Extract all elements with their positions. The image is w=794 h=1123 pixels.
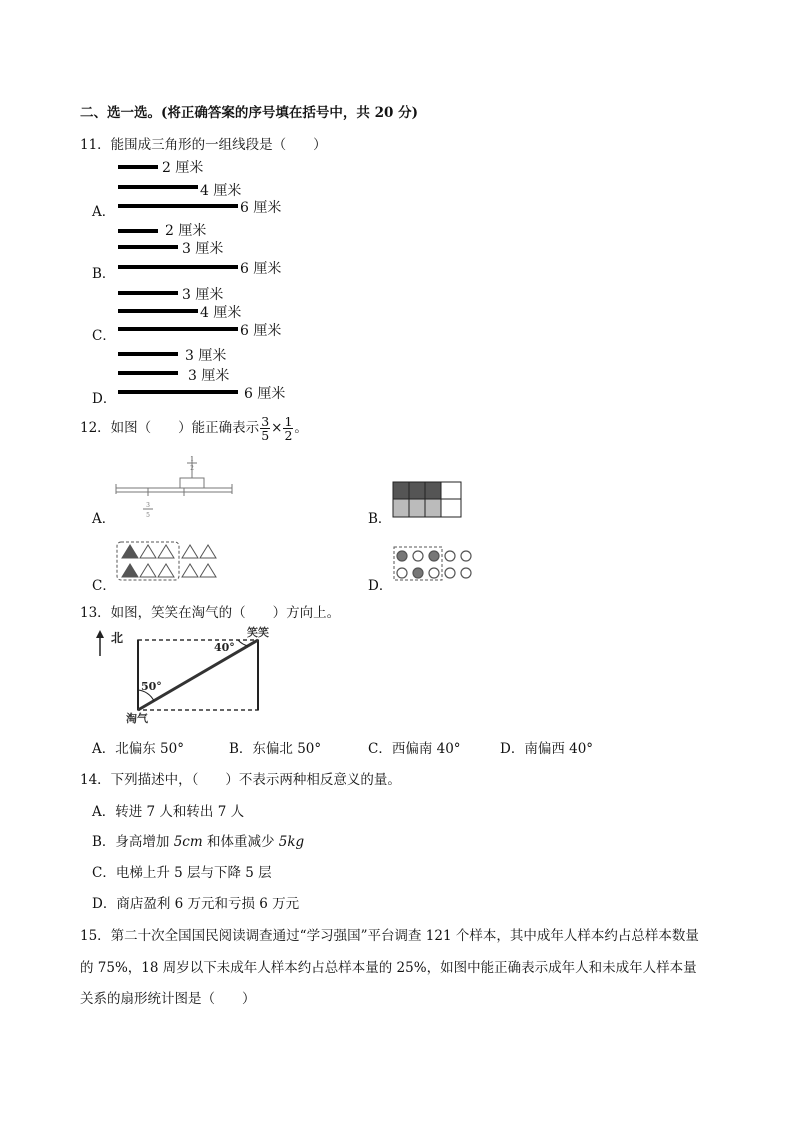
segment-label-d-1: 3 厘米 [185,348,227,364]
q11-option-c-letter: C． [92,328,116,344]
q14-option-b-unit-kg: 5kg [278,834,305,850]
fraction-three-fifths [260,415,270,442]
q11-option-a-letter: A． [92,204,116,220]
q13-direction-diagram [90,626,270,726]
times-sign: × [271,420,283,436]
segment-label-c-3: 6 厘米 [240,323,282,339]
q12-a-top-denominator: 2 [190,465,194,472]
q14-option-d: D．商店盈利 6 万元和亏损 6 万元 [92,896,300,912]
fraction-denominator: 2 [284,428,293,443]
q12-option-a-figure [112,454,237,522]
segment-d-1 [118,352,178,356]
q11-option-b-letter: B． [92,266,116,282]
q15-line-1: 15．第二十次全国国民阅读调查通过“学习强国”平台调查 121 个样本，其中成年人样本约占总样本数量 [80,928,699,944]
q12-option-d-figure [392,545,478,585]
q15-line-2: 的 75%，18 周岁以下未成年人样本约占总样本量的 25%，如图中能正确表示成年人和未成年人样本量 [80,960,697,976]
q12-a-bottom-denominator: 5 [146,512,150,519]
segment-label-c-1: 3 厘米 [182,287,224,303]
segment-c-3 [118,327,238,331]
q14-option-b [92,830,304,850]
segment-label-a-3: 6 厘米 [240,200,282,216]
section-title: 二、选一选。(将正确答案的序号填在括号中，共 20 分) [80,105,418,121]
q13-option-d: D．南偏西 40° [500,741,594,757]
segment-label-b-3: 6 厘米 [240,261,282,277]
taoqi-label: 淘气 [126,712,148,725]
segment-c-1 [118,291,178,295]
q12-option-c-figure [114,540,218,584]
q12-option-b-letter: B． [368,511,392,527]
north-label: 北 [111,631,124,645]
angle-40-label: 40° [214,641,235,654]
segment-label-d-2: 3 厘米 [188,368,230,384]
q14-option-b-text-1: B．身高增加 [92,834,174,850]
q11-option-d-letter: D． [92,391,117,407]
q12-option-d-letter: D． [368,578,393,594]
q14-stem: 14．下列描述中，（ ）不表示两种相反意义的量。 [80,772,401,788]
q12-a-bottom-numerator: 3 [146,502,150,509]
segment-label-b-1: 2 厘米 [165,223,207,239]
q12-stem [80,410,308,446]
q15-line-3: 关系的扇形统计图是（ ） [80,991,256,1007]
segment-b-2 [118,245,178,249]
q14-option-c: C．电梯上升 5 层与下降 5 层 [92,865,272,881]
q14-option-a: A．转进 7 人和转出 7 人 [92,804,245,820]
q14-option-b-unit-cm: 5cm [173,834,203,850]
q13-stem: 13．如图，笑笑在淘气的（ ）方向上。 [80,605,341,621]
segment-d-2 [118,371,178,375]
segment-a-2 [118,185,198,189]
q13-option-a: A．北偏东 50° [92,741,184,757]
q12-option-a-letter: A． [92,511,116,527]
fraction-numerator: 1 [284,414,293,429]
segment-b-3 [118,265,238,269]
q12-a-top-numerator: 1 [190,456,194,463]
angle-50-label: 50° [141,680,162,693]
segment-a-3 [118,204,238,208]
segment-label-d-3: 6 厘米 [244,386,286,402]
q12-option-c-letter: C． [92,578,116,594]
segment-b-1 [118,229,158,233]
fraction-numerator: 3 [261,414,270,429]
segment-label-b-2: 3 厘米 [182,241,224,257]
segment-a-1 [118,165,158,169]
q13-option-b: B．东偏北 50° [229,741,322,757]
xiaoxiao-label: 笑笑 [247,626,269,639]
segment-c-2 [118,309,198,313]
q11-stem: 11．能围成三角形的一组线段是（ ） [80,137,327,153]
fraction-denominator: 5 [261,428,270,443]
segment-label-a-2: 4 厘米 [200,183,242,199]
q14-option-b-text-2: 和体重减少 [202,834,279,850]
segment-d-3 [118,390,238,394]
q12-stem-prefix: 12．如图（ ）能正确表示 [80,420,260,436]
q13-option-c: C．西偏南 40° [368,741,461,757]
segment-label-a-1: 2 厘米 [162,160,204,176]
q12-option-b-figure [392,481,464,519]
segment-label-c-2: 4 厘米 [200,305,242,321]
fraction-one-half [283,415,293,442]
q12-stem-suffix: 。 [294,420,308,436]
